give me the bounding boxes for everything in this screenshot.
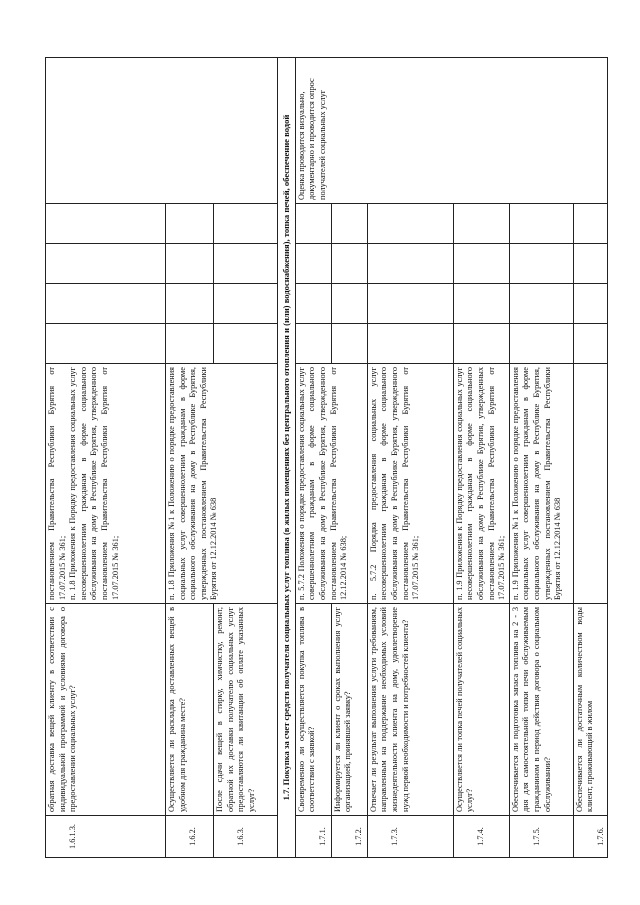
answer-cell[interactable]: [573, 284, 608, 324]
row-number: 1.7.5.: [509, 816, 573, 858]
row-number: 1.7.3.: [367, 816, 453, 858]
table-row: [295, 58, 331, 858]
row-question: После сдачи вещей в стирку, химчистку, ремонт, обратной их доставки получателю социальных услуг предоставляются ли квитанции об оплате указанных услуг?: [214, 604, 278, 816]
row-legal-basis: п. 1.9 Приложения №1 к Положению о порядке предоставления социальных услуг совершеннолетним гражданам в форме социального обслуживания на дому в Республике Бурятия, утвержденных постановлением Правительства Республики Бурятия от 12.12.2014 № 638: [509, 364, 573, 604]
table-row: [46, 58, 166, 858]
row-question: Осуществляется ли топка печей получателей социальных услуг?: [453, 604, 509, 816]
rotated-page: [45, 58, 605, 858]
answer-cell[interactable]: [573, 324, 608, 364]
answer-cell[interactable]: [295, 244, 331, 284]
row-question: Обеспечивается ли подготовка запаса топлива на 2 - 3 дня для самостоятельной топки печи обслуживаемым гражданином в период действия договора о социальном обслуживании?: [509, 604, 573, 816]
answer-cell[interactable]: [214, 244, 278, 284]
answer-cell[interactable]: [214, 284, 278, 324]
inspection-table: [45, 57, 608, 858]
answer-cell[interactable]: [166, 324, 214, 364]
answer-cell[interactable]: [214, 204, 278, 244]
answer-cell[interactable]: [331, 244, 367, 284]
answer-cell[interactable]: [367, 204, 453, 244]
answer-cell[interactable]: [573, 244, 608, 284]
answer-cell[interactable]: [453, 284, 509, 324]
row-question: Осуществляется ли раскладка доставленных вещей в удобном для гражданина месте?: [166, 604, 214, 816]
answer-cell[interactable]: [509, 244, 573, 284]
row-number: 1.7.2.: [331, 816, 367, 858]
answer-cell[interactable]: [509, 284, 573, 324]
answer-cell[interactable]: [367, 284, 453, 324]
answer-cell[interactable]: [453, 244, 509, 284]
answer-cell[interactable]: [573, 204, 608, 244]
answer-cell[interactable]: [367, 324, 453, 364]
answer-cell[interactable]: [46, 204, 166, 244]
row-legal-basis: [573, 364, 608, 604]
row-question: Обеспечивается ли достаточным количеством воды клиент, проживающий в жилом: [573, 604, 608, 816]
row-legal-basis: постановлением Правительства Республики Бурятия от 17.07.2015 № 361; п. 1.8 Приложения к Порядку предоставления социальных услуг несовершеннолетним гражданам в форме социального обслуживания на дому в Республике Бурятия, утвержденного постановлением Правительства Республики Бурятия от 17.07.2015 № 361;: [46, 364, 166, 604]
row-number: 1.7.1.: [295, 816, 331, 858]
row-number: 1.6.1.3.: [46, 816, 166, 858]
answer-cell[interactable]: [166, 204, 214, 244]
answer-cell[interactable]: [295, 204, 331, 244]
answer-cell[interactable]: [367, 244, 453, 284]
row-legal-basis: п. 5.7.2 Положения о порядке предоставления социальных услуг совершеннолетним гражданам в форме социального обслуживания на дому в Республике Бурятия, утвержденного постановлением Правительства Республики Бурятия от 12.12.2014 № 638;: [295, 364, 367, 604]
answer-cell[interactable]: [295, 284, 331, 324]
section-header-row: [278, 58, 296, 858]
answer-cell[interactable]: [453, 204, 509, 244]
answer-cell[interactable]: [46, 324, 166, 364]
answer-cell[interactable]: [166, 244, 214, 284]
row-legal-basis: п. 5.7.2 Порядка предоставления социальных услуг несовершеннолетним гражданам в форме социального обслуживания на дому в Республике Бурятия, утвержденного постановлением Правительства Республики Бурятия от 17.07.2015 № 361;: [367, 364, 453, 604]
row-question: обратная доставка вещей клиенту в соответствии с индивидуальной программой и условиями договора о предоставлении социальных услуг?: [46, 604, 166, 816]
section-title: 1.7. Покупка за счет средств получателя социальных услуг топлива (в жилых помещениях без центрального отопления и (или) водоснабжения), топка печей, обеспечение водой: [278, 58, 296, 858]
answer-cell[interactable]: [509, 204, 573, 244]
row-legal-basis: п. 1.8 Приложения №1 к Положению о порядке предоставления социальных услуг совершеннолетним гражданам в форме социального обслуживания на дому в Республике Бурятия, утвержденных постановлением Правительства Республики Бурятия от 12.12.2014 № 638: [166, 364, 278, 604]
answer-cell[interactable]: [46, 284, 166, 324]
answer-cell[interactable]: [166, 284, 214, 324]
answer-cell[interactable]: [453, 324, 509, 364]
row-number: 1.6.3.: [214, 816, 278, 858]
answer-cell[interactable]: [295, 324, 331, 364]
answer-cell[interactable]: [214, 324, 278, 364]
answer-cell[interactable]: [331, 324, 367, 364]
row-legal-basis: п. 1.9 Приложения к Порядку предоставления социальных услуг несовершеннолетним гражданам в форме социального обслуживания на дому в Республике Бурятия, утвержденных постановлением Правительства Республики Бурятия от 17.07.2015 № 361;: [453, 364, 509, 604]
answer-cell[interactable]: [509, 324, 573, 364]
row-question: Информируется ли клиент о сроках выполнения услуг организацией, принявшей заявку?: [331, 604, 367, 816]
answer-cell[interactable]: [331, 204, 367, 244]
row-question: Отвечает ли результат выполнения услуги требованиям, направленным на поддержание необходимых условий жизнедеятельности клиента на дому, удовлетворение нужд первой необходимости и потребностей клиента?: [367, 604, 453, 816]
note-cell: [46, 58, 278, 204]
assessment-note: Оценка проводится визуально, документарно и проводится опрос получателей социальных услуг: [295, 58, 608, 204]
row-number: 1.7.4.: [453, 816, 509, 858]
row-question: Своевременно ли осуществляется покупка топлива в соответствии с заявкой?: [295, 604, 331, 816]
answer-cell[interactable]: [46, 244, 166, 284]
row-number: 1.7.6.: [573, 816, 608, 858]
row-number: 1.6.2.: [166, 816, 214, 858]
answer-cell[interactable]: [331, 284, 367, 324]
